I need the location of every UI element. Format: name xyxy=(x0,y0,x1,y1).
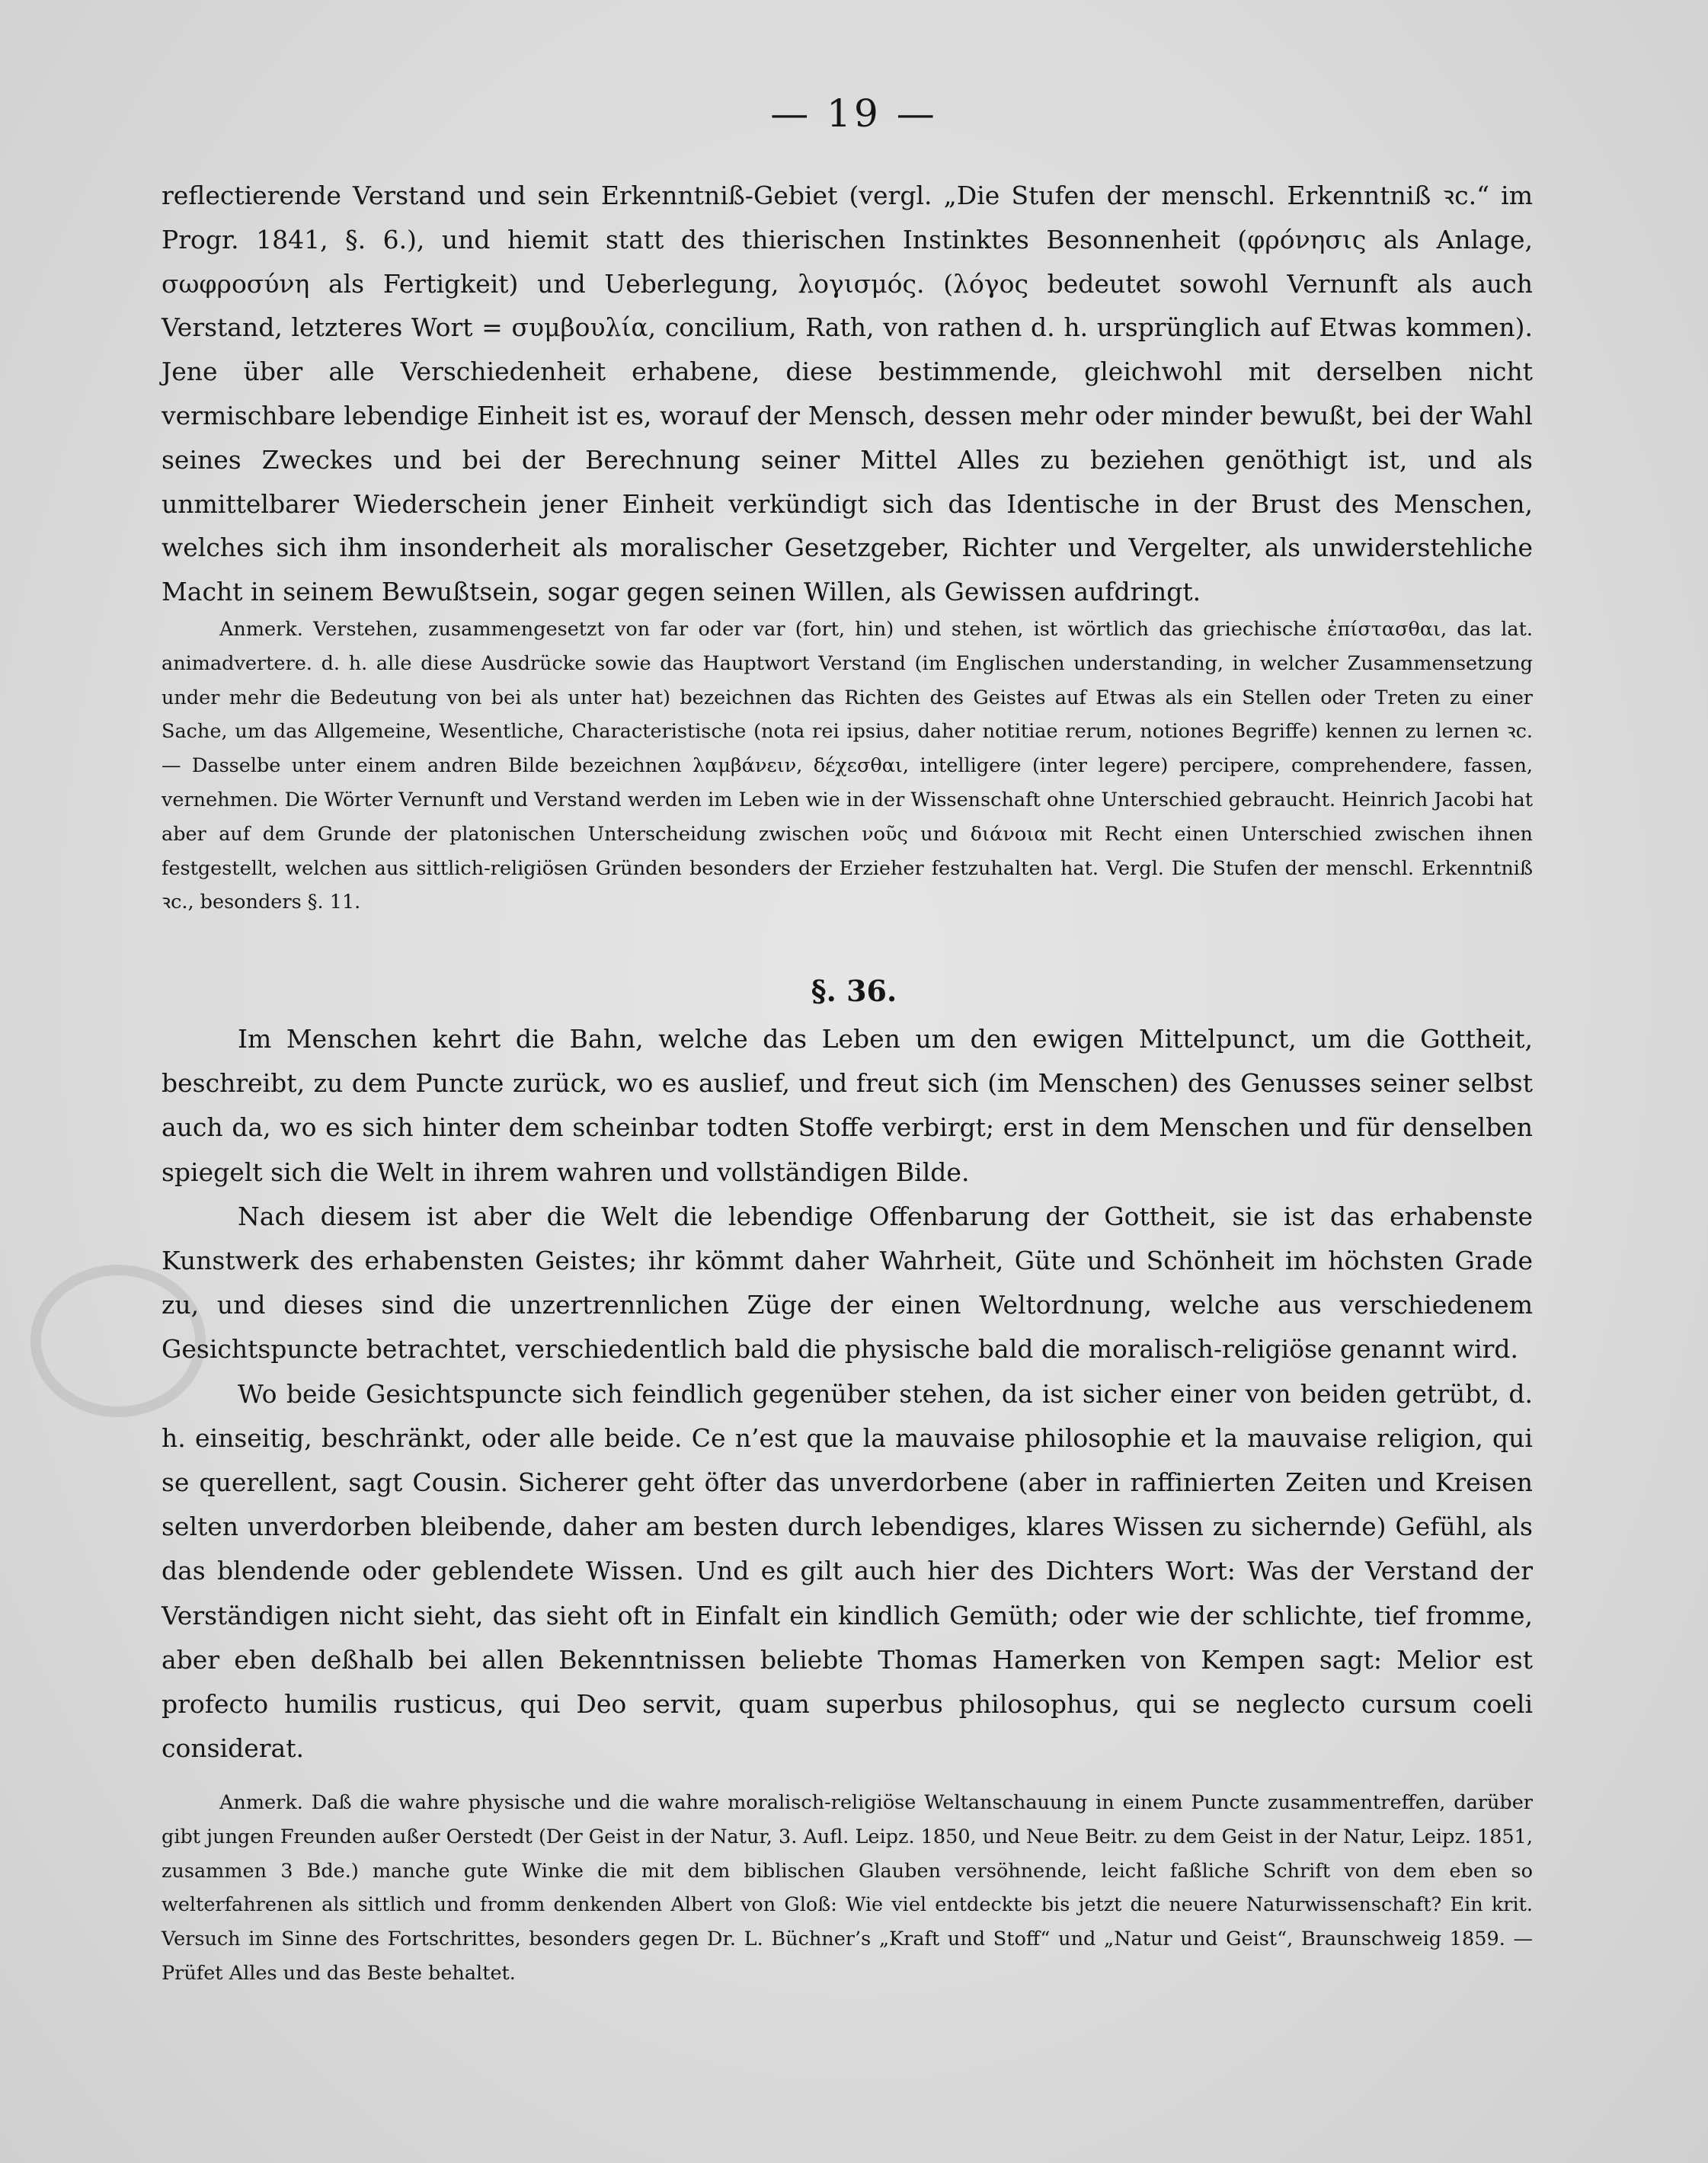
section-36-body xyxy=(162,1017,1533,1771)
section-heading: §. 36. xyxy=(811,974,897,1008)
page-number: — 19 — xyxy=(770,91,938,136)
section-paragraph-1: Im Menschen kehrt die Bahn, welche das Leben um den ewigen Mittelpunct, um die Gottheit, beschreibt, zu dem Puncte zurück, wo es auslief, und freut sich (im Menschen) des Genusses seiner selbst auch da, wo es sich hinter dem scheinbar todten Stoffe verbirgt; erst in dem Menschen und für denselben spiegelt sich die Welt in ihrem wahren und vollständigen Bilde. xyxy=(162,1024,1533,1187)
section-paragraph-3: Wo beide Gesichtspuncte sich feindlich gegenüber stehen, da ist sicher einer von beiden getrübt, d. h. einseitig, beschränkt, oder alle beide. Ce n’est que la mauvaise philosophie et la mauvaise religion, qui se querellent, sagt Cousin. Sicherer geht öfter das unverdorbene (aber in raffinierten Zeiten und Kreisen selten unverdorben bleibende, daher am besten durch lebendiges, klares Wissen zu sichernde) Gefühl, als das blendende oder geblendete Wissen. Und es gilt auch hier des Dichters Wort: Was der Verstand der Verständigen nicht sieht, das sieht oft in Einfalt ein kindlich Gemüth; oder wie der schlichte, tief fromme, aber eben deßhalb bei allen Bekenntnissen beliebte Thomas Hamerken von Kempen sagt: Melior est profecto humilis rusticus, qui Deo servit, quam superbus philosophus, qui se neglecto cursum coeli considerat. xyxy=(162,1378,1533,1764)
footnote-anmerk-2: Anmerk. Daß die wahre physische und die wahre moralisch-religiöse Weltanschauung in einem Puncte zusammentreffen, darüber gibt jungen Freunden außer Oerstedt (Der Geist in der Natur, 3. Aufl. Leipz. 1850, und Neue Beitr. zu dem Geist in der Natur, Leipz. 1851, zusammen 3 Bde.) manche gute Winke die mit dem biblischen Glauben versöhnende, leicht faßliche Schrift von dem eben so welterfahrenen als sittlich und fromm denkenden Albert von Gloß: Wie viel entdeckte bis jetzt die neuere Naturwissenschaft? Ein krit. Versuch im Sinne des Fortschrittes, besonders gegen Dr. L. Büchner’s „Kraft und Stoff“ und „Natur und Geist“, Braunschweig 1859. — Prüfet Alles und das Beste behaltet. xyxy=(162,1791,1533,1985)
section-paragraph-2: Nach diesem ist aber die Welt die lebendige Offenbarung der Gottheit, sie ist das erhabenste Kunstwerk des erhabensten Geistes; ihr kömmt daher Wahrheit, Güte und Schönheit im höchsten Grade zu, und dieses sind die unzertrennlichen Züge der einen Weltordnung, welche aus verschiedenem Gesichtspuncte betrachtet, verschiedentlich bald die physische bald die moralisch-religiöse genannt wird. xyxy=(162,1201,1533,1365)
main-paragraph: reflectierende Verstand und sein Erkenntniß-Gebiet (vergl. „Die Stufen der menschl. Erkenntniß ꝛc.“ im Progr. 1841, §. 6.), und hiemit statt des thierischen Instinktes Besonnenheit (φρόνησις als Anlage, σωφροσύνη als Fertigkeit) und Ueberlegung, λογισμός. (λόγος bedeutet sowohl Vernunft als auch Verstand, letzteres Wort = συμβουλία, concilium, Rath, von rathen d. h. ursprünglich auf Etwas kommen). Jene über alle Verschiedenheit erhabene, diese bestimmende, gleichwohl mit derselben nicht vermischbare lebendige Einheit ist es, worauf der Mensch, dessen mehr oder minder bewußt, bei der Wahl seines Zweckes und bei der Berechnung seiner Mittel Alles zu beziehen genöthigt ist, und als unmittelbarer Wiederschein jener Einheit verkündigt sich das Identische in der Brust des Menschen, welches sich ihm insonderheit als moralischer Gesetzgeber, Richter und Vergelter, als unwiderstehliche Macht in seinem Bewußtsein, sogar gegen seinen Willen, als Gewissen aufdringt. xyxy=(162,181,1533,607)
main-text xyxy=(162,174,1533,614)
footnote-anmerk-1: Anmerk. Verstehen, zusammengesetzt von far oder var (fort, hin) und stehen, ist wörtlich das griechische ἐπίστασθαι, das lat. animadvertere. d. h. alle diese Ausdrücke sowie das Hauptwort Verstand (im Englischen understanding, in welcher Zusammensetzung under mehr die Bedeutung von bei als unter hat) bezeichnen das Richten des Geistes auf Etwas als ein Stellen oder Treten zu einer Sache, um das Allgemeine, Wesentliche, Characteristische (nota rei ipsius, daher notitiae rerum, notiones Begriffe) kennen zu lernen ꝛc. — Dasselbe unter einem andren Bilde bezeichnen λαμβάνειν, δέχεσθαι, intelligere (inter legere) percipere, comprehendere, fassen, vernehmen. Die Wörter Vernunft und Verstand werden im Leben wie in der Wissenschaft ohne Unterschied gebraucht. Heinrich Jacobi hat aber auf dem Grunde der platonischen Unterscheidung zwischen νοῦς und διάνοια mit Recht einen Unterschied zwischen ihnen festgestellt, welchen aus sittlich-religiösen Gründen besonders der Erzieher festzuhalten hat. Vergl. Die Stufen der menschl. Erkenntniß ꝛc., besonders §. 11. xyxy=(162,618,1533,914)
